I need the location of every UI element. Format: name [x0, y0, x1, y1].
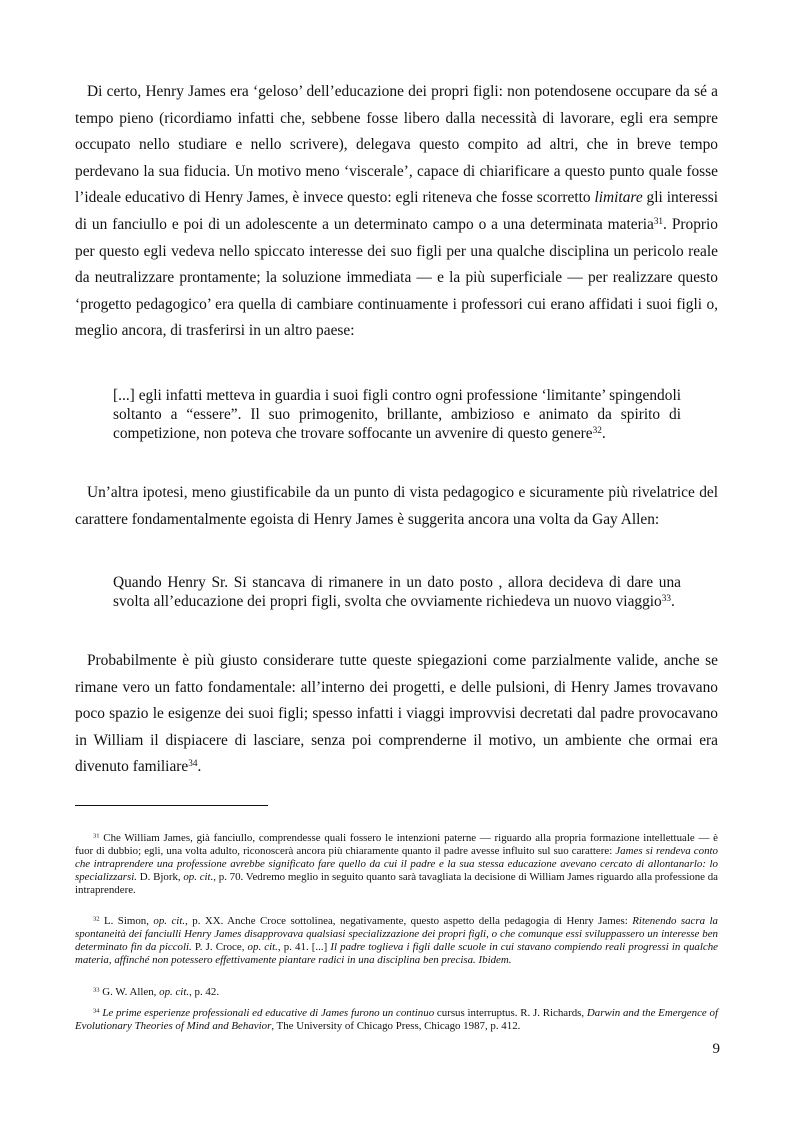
footnote-32-text-3: P. J. Croce, [191, 940, 248, 953]
paragraph-3-end: . [197, 758, 202, 776]
footnote-33-number: 33 [93, 986, 100, 994]
footnote-34-text-2: cursus interruptus. R. J. Richards, [434, 1007, 587, 1019]
footnote-33-opcit: op. cit. [159, 986, 190, 998]
paragraph-2 [75, 480, 718, 533]
block-quote-1 [113, 386, 681, 444]
footnote-33-text-2: , p. 42. [189, 986, 220, 998]
paragraph-1-text-2: gli interessi di un fanciullo e poi di un adolescente a un determinato campo o a una determinata materia [75, 189, 718, 233]
paragraph-2-text: Un’altra ipotesi, meno giustificabile da un punto di vista pedagogico e sicuramente più rivelatrice del carattere fondamentalmente egoista di Henry James è suggerita ancora una volta da Gay Allen: [75, 484, 718, 528]
footnote-32-quote-2: Il padre toglieva i figli dalle scuole in cui stavano compiendo reali progressi in qualche materia, affinché non potessero effettivamente piantare radici in una disciplina ben precisa. [75, 940, 718, 966]
footnote-ref-31: 31 [653, 215, 664, 226]
block-quote-2 [113, 573, 681, 611]
footnote-34 [75, 1007, 718, 1033]
footnote-33-text: G. W. Allen, [99, 986, 160, 998]
footnote-31 [75, 832, 718, 897]
footnote-ref-33: 33 [661, 593, 671, 604]
footnote-34-quote: Le prime esperienze professionali ed educative di James furono un continuo [102, 1007, 435, 1019]
block-quote-2-text: Quando Henry Sr. Si stancava di rimanere in un dato posto , allora decideva di dare una svolta all’educazione dei propri figli, svolta che ovviamente richiedeva un nuovo viaggio [113, 574, 681, 611]
footnote-32-text: L. Simon, [99, 915, 154, 927]
footnote-32-quote: Ritenendo sacra la spontaneità dei fanciulli Henry James disapprovava qualsiasi specializzazione dei propri figli, o che comunque essi sviluppassero un interesse ben determinato fin da piccoli. [75, 915, 718, 953]
page-number: 9 [712, 1041, 720, 1057]
footnote-32-text-2: , p. XX. Anche Croce sottolinea, negativamente, questo aspetto della pedagogia di Henry James: [185, 915, 633, 927]
block-quote-2-end: . [671, 593, 675, 611]
footnote-31-opcit: op. cit. [183, 870, 214, 883]
paragraph-1-text-3: . Proprio per questo egli vedeva nello spiccato interesse dei suo figli per una qualche disciplina un pericolo reale da neutralizzare prontamente; la soluzione immediata — e la più superficiale — per realizzare questo ‘progetto pedagogico’ era quella di cambiare continuamente i professori cui erano affidati i suoi figli o, meglio ancora, di trasferirsi in un altro paese: [75, 215, 718, 340]
footnote-31-text-2: D. Bjork, [137, 870, 184, 883]
footnote-34-text-3: , The University of Chicago Press, Chicago 1987, p. 412. [271, 1019, 521, 1032]
footnote-ref-32: 32 [592, 425, 602, 436]
footnote-ref-34: 34 [188, 758, 198, 769]
footnote-31-number: 31 [93, 832, 100, 840]
footnote-32 [75, 915, 718, 967]
footnote-33 [75, 986, 718, 999]
footnote-34-book-title: Darwin and the Emergence of Evolutionary Theories of Mind and Behavior [75, 1007, 718, 1032]
block-quote-1-end: . [601, 425, 606, 443]
block-quote-1-text: [...] egli infatti metteva in guardia i suoi figli contro ogni professione ‘limitante’ spingendoli soltanto a “essere”. Il suo primogenito, brillante, ambizioso e animato da spirito di competizione, non poteva che trovare soffocante un avvenire di questo genere [113, 387, 681, 443]
footnote-34-number: 34 [93, 1007, 100, 1015]
footnote-31-text-3: , p. 70. Vedremo meglio in seguito quanto sarà tavagliata la decisione di William James riguardo alla professione da intraprendere. [75, 870, 718, 896]
footnote-31-quote: James si rendeva conto che intraprendere una professione avrebbe significato fare quello da cui il padre e la sua stessa educazione avevano cercato di allontanarlo: lo specializzarsi. [75, 844, 718, 883]
paragraph-1 [75, 79, 718, 345]
paragraph-3-text: Probabilmente è più giusto considerare tutte queste spiegazioni come parzialmente valide, anche se rimane vero un fatto fondamentale: all’interno dei progetti, e delle pulsioni, di Henry James trovavano poco spazio le esigenze dei suoi figli; spesso infatti i viaggi improvvisi decretati dal padre provocavano in William il dispiacere di lasciare, senza poi comprenderne il motivo, un ambiente che ormai era divenuto familiare [75, 652, 718, 776]
footnote-32-opcit-2: op. cit. [247, 940, 278, 953]
footnote-32-ibidem: Ibidem. [478, 953, 512, 966]
paragraph-1-text: Di certo, Henry James era ‘geloso’ dell’educazione dei propri figli: non potendosene occupare da sé a tempo pieno (ricordiamo infatti che, sebbene fosse libero dalla necessità di lavorare, egli era sempre occupato nello studiare e nello scrivere), delegava questo compito ad altri, che in breve tempo perdevano la sua fiducia. Un motivo meno ‘viscerale’, capace di chiarificare a questo punto quale fosse l’ideale educativo di Henry James, è invece questo: egli riteneva che fosse scorretto [75, 83, 718, 207]
footnote-32-opcit: op. cit. [153, 915, 186, 927]
footnote-separator [75, 805, 268, 806]
paragraph-1-emphasis: limitare [594, 189, 643, 207]
footnote-32-number: 32 [93, 915, 100, 923]
paragraph-3 [75, 648, 718, 781]
footnote-31-text: Che William James, già fanciullo, comprendesse quali fossero le intenzioni paterne — riguardo alla propria formazione intellettuale — è fuor di dubbio; egli, una volta adulto, riconoscerà ancora più chiaramente quanto il padre avesse influito sul suo carattere: [75, 832, 718, 857]
footnote-32-text-4: , p. 41. [...] [277, 940, 331, 953]
